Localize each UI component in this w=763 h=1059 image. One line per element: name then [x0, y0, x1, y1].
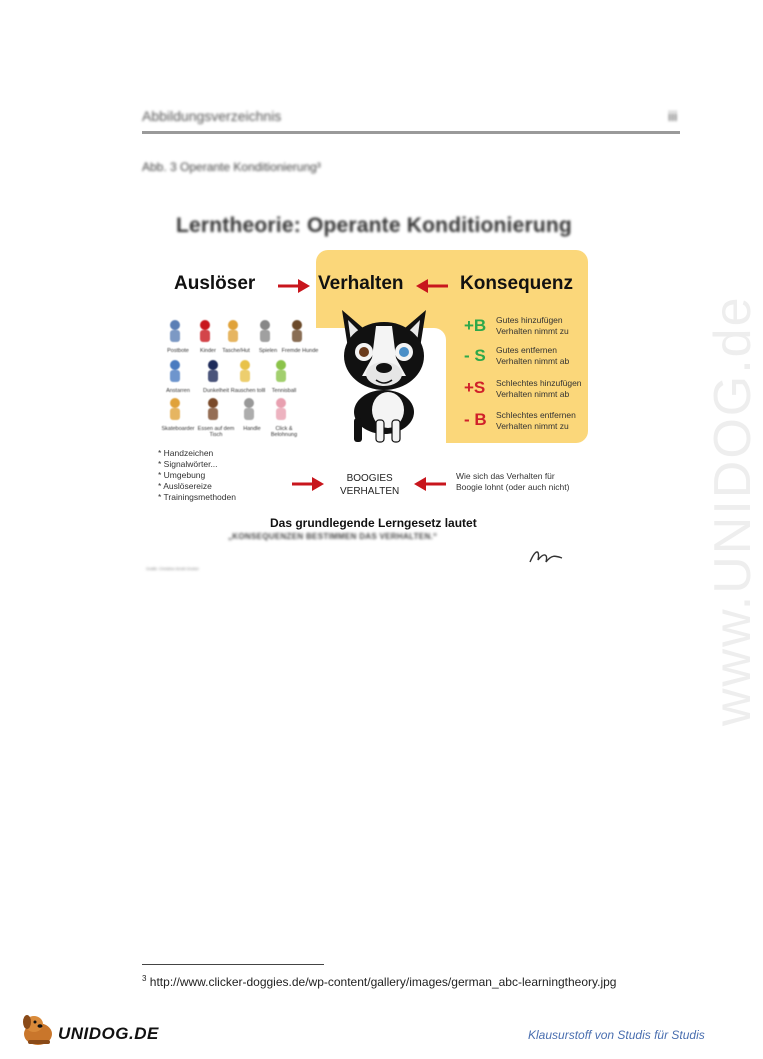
signature-icon: [526, 546, 566, 568]
header-divider: [142, 131, 680, 134]
consequence-text: Gutes hinzufügen Verhalten nimmt zu: [496, 315, 569, 336]
consequence-text: Schlechtes hinzufügen Verhalten nimmt ab: [496, 378, 582, 399]
label-konsequenz: Konsequenz: [460, 273, 573, 294]
figure-credit: Grafik: Christine Arndt-Gruber: [146, 566, 199, 571]
footnote-link[interactable]: http://www.clicker-doggies.de/wp-content/gallery/images/german_abc-learningtheory.jpg: [149, 975, 617, 989]
boston-terrier-illustration: [336, 308, 432, 444]
bullet-item: * Auslösereize: [158, 481, 212, 491]
bullet-item: * Handzeichen: [158, 448, 214, 458]
unidog-dog-logo-icon: [20, 1012, 58, 1048]
arrow-right-icon: [276, 278, 312, 294]
trigger-icon-caption: Rauschen tolll: [230, 388, 266, 394]
arrow-left-icon: [412, 476, 448, 492]
bullet-item: * Umgebung: [158, 470, 206, 480]
figure-caption: Abb. 3 Operante Konditionierung³: [142, 160, 321, 174]
trigger-icon-caption: Dunkelheit: [203, 388, 229, 394]
trigger-pictogram-icon: [234, 396, 264, 424]
trigger-icon: [197, 396, 235, 438]
trigger-icon: [160, 358, 194, 396]
arrow-right-icon: [290, 476, 326, 492]
trigger-icon: [281, 318, 319, 356]
running-header-page-number: iii: [668, 108, 678, 124]
trigger-icon: [266, 396, 300, 438]
trigger-icon-caption: Spielen: [258, 348, 278, 354]
trigger-pictogram-icon: [282, 318, 312, 346]
trigger-icon: [230, 358, 264, 396]
trigger-icon: [266, 358, 300, 396]
arrow-left-icon: [414, 278, 450, 294]
trigger-icon-caption: Handle: [243, 426, 261, 432]
bullet-item: * Trainingsmethoden: [158, 492, 236, 502]
figure-title: Lerntheorie: Operante Konditionierung: [176, 214, 572, 237]
trigger-pictogram-icon: [218, 318, 248, 346]
label-ausloeser: Auslöser: [174, 273, 256, 294]
boogies-line: VERHALTEN: [340, 486, 400, 497]
learning-law-quote: „KONSEQUENZEN BESTIMMEN DAS VERHALTEN.“: [228, 532, 438, 541]
trigger-pictogram-icon: [160, 358, 190, 386]
trigger-pictogram-icon: [160, 396, 190, 424]
trigger-bullet-list: [158, 448, 236, 503]
trigger-icon-caption: Tasche/Hut: [222, 348, 250, 354]
trigger-icon-caption: Skateboarder: [161, 426, 195, 432]
trigger-pictogram-icon: [190, 318, 220, 346]
reward-line: Wie sich das Verhalten für: [456, 471, 555, 481]
footnote-divider: [142, 964, 324, 965]
boogies-line: BOOGIES: [346, 473, 393, 484]
bullet-item: * Signalwörter...: [158, 459, 218, 469]
trigger-icon-caption: Essen auf dem Tisch: [197, 426, 235, 438]
footnote: [142, 974, 616, 989]
trigger-pictogram-icon: [266, 358, 296, 386]
trigger-pictogram-icon: [160, 318, 190, 346]
learning-law-title: Das grundlegende Lerngesetz lautet: [270, 516, 477, 530]
consequence-text: Gutes entfernen Verhalten nimmt ab: [496, 345, 570, 366]
trigger-icon-caption: Click & Belohnung: [270, 426, 298, 438]
trigger-pictogram-icon: [198, 358, 228, 386]
trigger-pictogram-icon: [266, 396, 296, 424]
trigger-pictogram-icon: [230, 358, 260, 386]
consequence-symbol: - B: [464, 410, 487, 429]
trigger-icon-caption: Fremde Hunde: [281, 348, 319, 354]
logo-text[interactable]: UNIDOG.DE: [58, 1024, 159, 1043]
consequence-text: Schlechtes entfernen Verhalten nimmt zu: [496, 410, 576, 431]
trigger-icon-caption: Kinder: [200, 348, 216, 354]
reward-description: [456, 471, 569, 493]
reward-line: Boogie lohnt (oder auch nicht): [456, 482, 570, 492]
label-verhalten: Verhalten: [318, 273, 404, 294]
footnote-number: 3: [142, 974, 147, 983]
boogies-behaviour: [340, 472, 399, 498]
trigger-pictogram-icon: [250, 318, 280, 346]
watermark: www.UNIDOG.de: [704, 295, 762, 726]
consequence-symbol: - S: [464, 346, 486, 365]
trigger-pictogram-icon: [198, 396, 228, 424]
trigger-icon: [160, 396, 194, 434]
footer-tagline: Klausurstoff von Studis für Studis: [528, 1028, 705, 1042]
consequence-symbol: +S: [464, 378, 486, 397]
consequence-symbol: +B: [464, 316, 487, 335]
trigger-icon-caption: Tennisball: [271, 388, 297, 394]
trigger-icon-caption: Anstarren: [166, 388, 190, 394]
trigger-icon-caption: Postbote: [167, 348, 189, 354]
figure-operant-conditioning: [142, 200, 602, 580]
running-header-title: Abbildungsverzeichnis: [142, 108, 282, 124]
